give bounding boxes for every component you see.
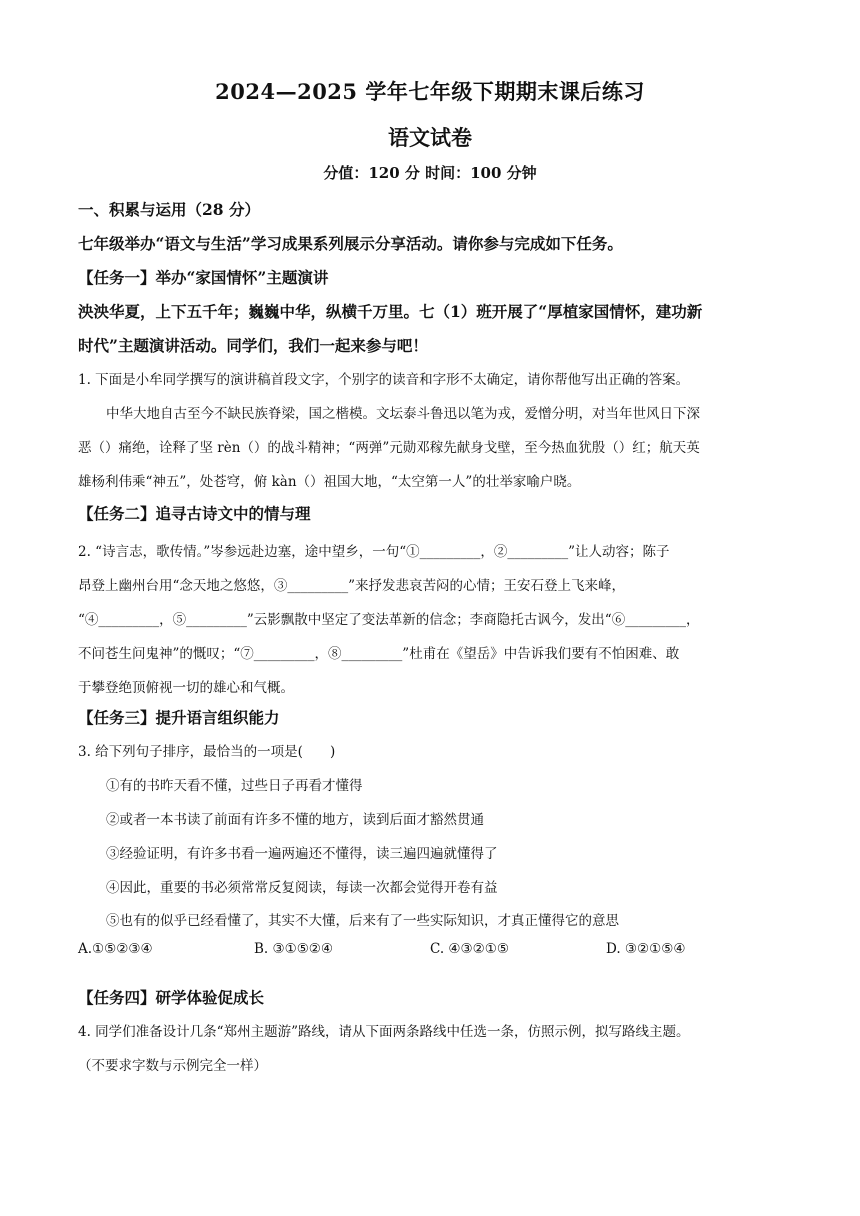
sentence-3: ③经验证明，有许多书看一遍两遍还不懂得，读三遍四遍就懂得了 (106, 846, 498, 862)
sentence-5: ⑤也有的似乎已经看懂了，其实不大懂，后来有了一些实际知识，才真正懂得它的意思 (106, 913, 619, 929)
task3-heading: 【任务三】提升语言组织能力 (78, 708, 280, 727)
task2-heading: 【任务二】追寻古诗文中的情与理 (78, 504, 311, 523)
option-b[interactable]: B. ③①⑤②④ (254, 941, 334, 957)
question-3: 3. 给下列句子排序，最恰当的一项是( ) (78, 744, 336, 760)
option-c[interactable]: C. ④③②①⑤ (430, 941, 509, 957)
sentence-2: ②或者一本书读了前面有许多不懂的地方，读到后面才豁然贯通 (106, 812, 484, 828)
question-2-line1: 2. “诗言志，歌传情。”岑参远赴边塞，途中望乡，一句“①_________，②_________”让人动容；陈子 (78, 544, 670, 560)
question-2-line5: 于攀登绝顶俯视一切的雄心和气概。 (78, 680, 294, 696)
section-intro: 七年级举办“语文与生活”学习成果系列展示分享活动。请你参与完成如下任务。 (78, 234, 623, 253)
sentence-4: ④因此，重要的书必须常常反复阅读，每读一次都会觉得开卷有益 (106, 880, 498, 896)
task4-heading: 【任务四】研学体验促成长 (78, 988, 265, 1007)
option-d[interactable]: D. ③②①⑤④ (606, 941, 686, 957)
task1-intro-line2: 时代”主题演讲活动。同学们，我们一起来参与吧！ (78, 336, 428, 355)
question-2-line4: 不问苍生问鬼神”的慨叹；“⑦_________，⑧_________”杜甫在《望岳》中告诉我们要有不怕困难、敢 (78, 646, 680, 662)
task1-intro-line1: 泱泱华夏，上下五千年；巍巍中华，纵横千万里。七（1）班开展了“厚植家国情怀，建功新 (78, 302, 703, 321)
exam-subtitle: 语文试卷 (388, 125, 472, 150)
sentence-1: ①有的书昨天看不懂，过些日子再看才懂得 (106, 778, 363, 794)
question-4-line2: （不要求字数与示例完全一样） (78, 1058, 267, 1074)
question-2-line2: 昂登上幽州台用“念天地之悠悠，③_________”来抒发悲哀苦闷的心情；王安石登上飞来峰， (78, 578, 626, 594)
question-1: 1. 下面是小牟同学撰写的演讲稿首段文字，个别字的读音和字形不太确定，请你帮他写出正确的答案。 (78, 372, 690, 388)
question-2-line3: “④_________，⑤_________”云影飘散中坚定了变法革新的信念；李商隐托古讽今，发出“⑥_________， (78, 612, 700, 628)
question-4-line1: 4. 同学们准备设计几条“郑州主题游”路线，请从下面两条路线中任选一条，仿照示例，拟写路线主题。 (78, 1024, 690, 1040)
task1-heading: 【任务一】举办“家国情怀”主题演讲 (78, 268, 329, 287)
q1-passage-line1: 中华大地自古至今不缺民族脊梁，国之楷模。文坛泰斗鲁迅以笔为戎，爱憎分明，对当年世风日下深 (106, 406, 700, 422)
q1-passage-line2: 恶（）痛绝，诠释了坚 rèn（）的战斗精神；“两弹”元勋邓稼先献身戈壁，至今热血犹殷（）红；航天英 (78, 440, 700, 456)
section-heading: 一、积累与运用（28 分） (78, 200, 260, 219)
exam-info: 分值：120 分 时间：100 分钟 (323, 164, 537, 182)
exam-title: 2024—2025 学年七年级下期期末课后练习 (215, 79, 645, 104)
q1-passage-line3: 雄杨利伟乘“神五”，处苍穹，俯 kàn（）祖国大地，“太空第一人”的壮举家喻户晓。 (78, 474, 581, 490)
option-a[interactable]: A.①⑤②③④ (78, 941, 153, 957)
